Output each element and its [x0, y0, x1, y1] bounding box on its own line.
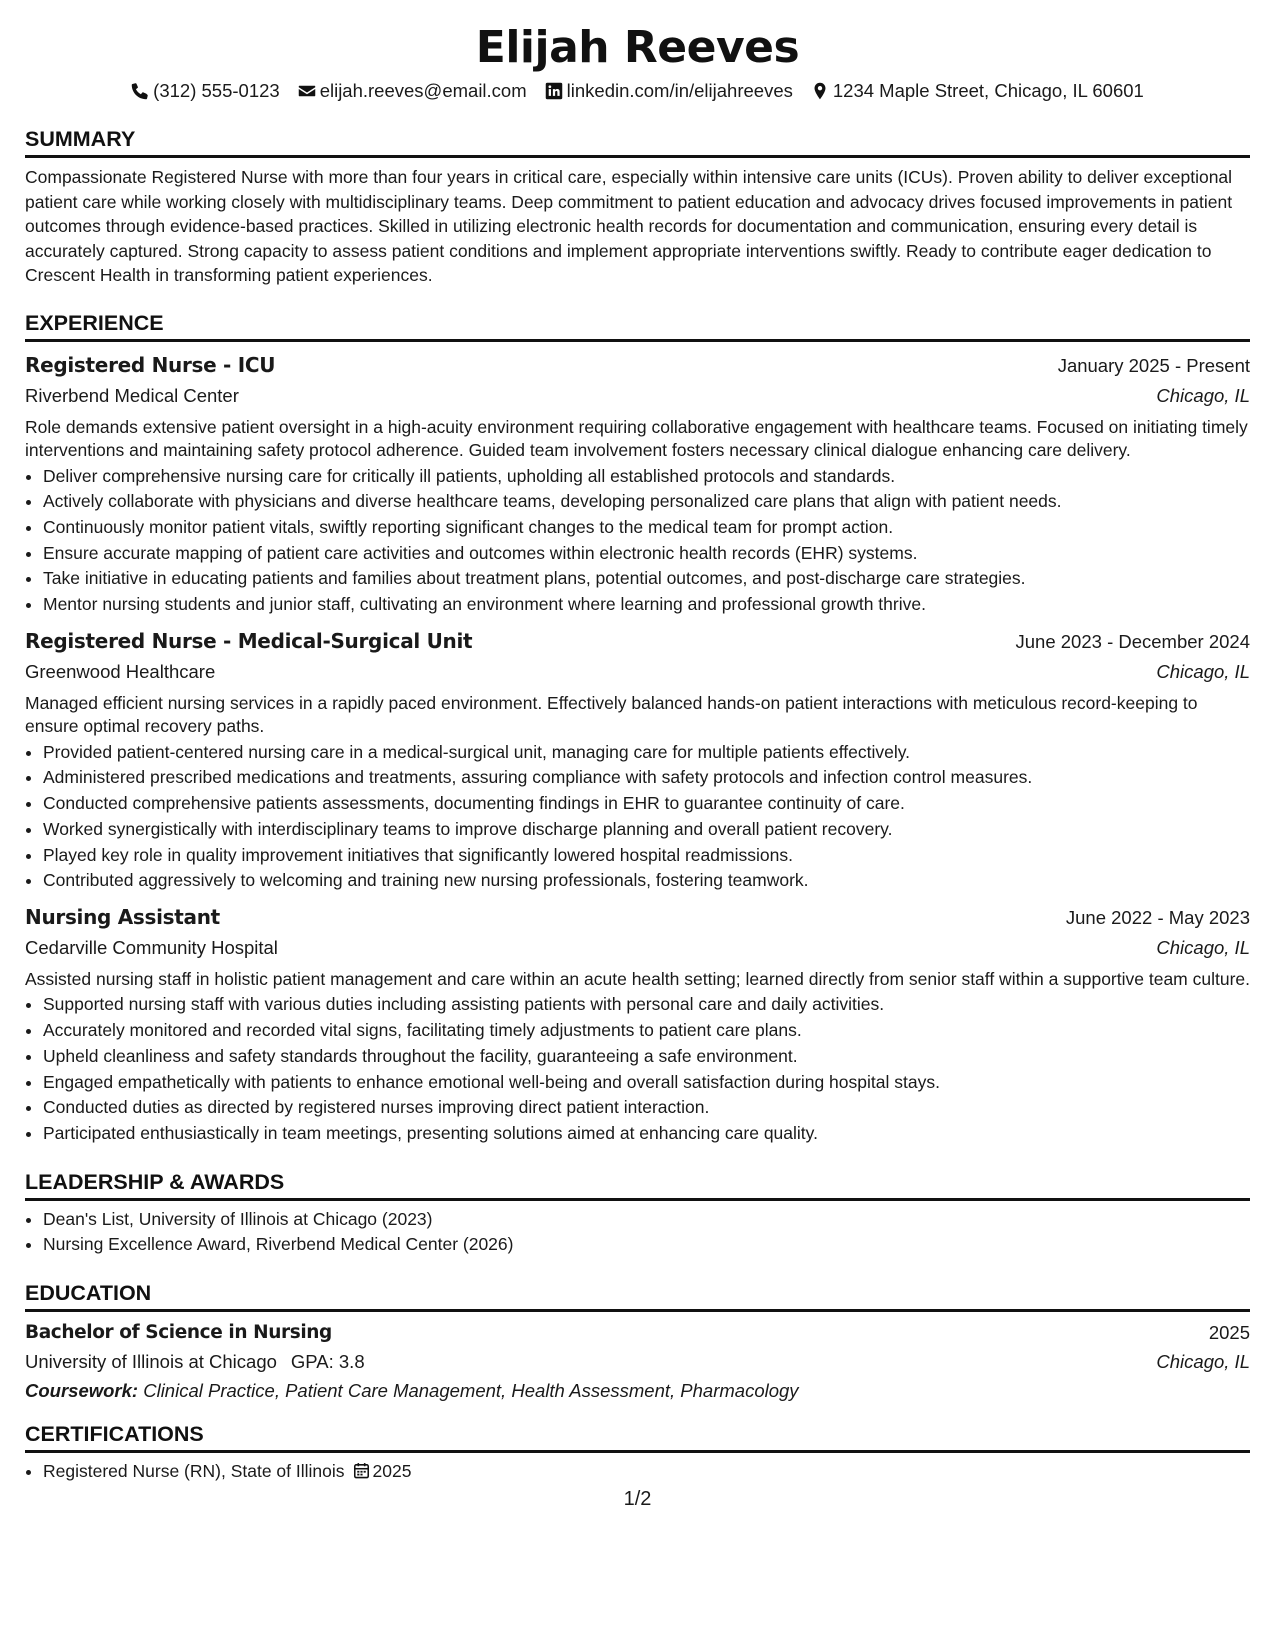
contact-linkedin[interactable] [545, 78, 793, 104]
list-item: • Take initiative in educating patients and families about treatment plans, potential outcomes, and post-discharge care strategies. [43, 566, 1250, 592]
certification-name: Registered Nurse (RN), State of Illinois [43, 1461, 345, 1482]
job-description: Managed efficient nursing services in a rapidly paced environment. Effectively balanced hands-on patient interactions with meticulous record-keeping to ensure optimal recovery paths. [25, 692, 1198, 737]
coursework-list: Clinical Practice, Patient Care Management, Health Assessment, Pharmacology [143, 1380, 799, 1402]
experience-heading: EXPERIENCE [25, 310, 1250, 342]
list-item [43, 1459, 1250, 1487]
email-link[interactable]: elijah.reeves@email.com [319, 80, 527, 101]
summary-text: Compassionate Registered Nurse with more than four years in critical care, especially within intensive care units (ICUs). Proven ability to deliver exceptional patient care while working closely with multidisciplinary teams. Deep commitment to patient education and advocacy drives focused improvements in patient outcomes through evidence-based practices. Skilled in utilizing electronic health records for documentation and communication, ensuring every detail is accurately captured. Strong capacity to assess patient conditions and implement appropriate interventions swiftly. Ready to contribute eager dedication to Crescent Health in transforming patient experiences. [25, 167, 1233, 285]
graduation-year: 2025 [1208, 1322, 1250, 1344]
job-description: Role demands extensive patient oversight in a high-acuity environment requiring collaborative engagement with healthcare teams. Focused on initiating timely interventions and maintaining safety protocol adherence. Guided team involvement fosters necessary clinical dialogue enhancing care delivery. [25, 416, 1248, 460]
contact-bar [25, 78, 1250, 104]
job-location: Chicago, IL [1156, 384, 1250, 406]
gpa: GPA: 3.8 [290, 1351, 365, 1373]
job-dates: June 2023 - December 2024 [1015, 630, 1250, 652]
list-item: • Played key role in quality improvement initiatives that significantly lowered hospital readmissions. [43, 843, 1250, 869]
list-item: • Engaged empathetically with patients to enhance emotional well-being and overall satisfaction during hospital stays. [43, 1070, 1250, 1096]
map-pin-icon [811, 82, 829, 100]
job-title: Registered Nurse - Medical-Surgical Unit [25, 628, 473, 653]
list-item: • Supported nursing staff with various duties including assisting patients with personal care and daily activities. [43, 992, 1250, 1018]
linkedin-link[interactable]: linkedin.com/in/elijahreeves [566, 80, 793, 101]
education-entry [25, 1318, 1250, 1405]
job-bullets [25, 464, 1250, 618]
certifications-list [25, 1459, 1250, 1487]
envelope-icon [298, 82, 316, 100]
list-item: • Accurately monitored and recorded vital signs, facilitating timely adjustments to patient care plans. [43, 1018, 1250, 1044]
linkedin-icon [545, 82, 563, 100]
job-dates: June 2022 - May 2023 [1065, 906, 1250, 928]
list-item: • Participated enthusiastically in team meetings, presenting solutions aimed at enhancing care quality. [43, 1121, 1250, 1147]
phone-icon [131, 82, 149, 100]
school-location: Chicago, IL [1156, 1351, 1250, 1373]
list-item: • Dean's List, University of Illinois at Chicago (2023) [43, 1207, 1250, 1233]
job-dates: January 2025 - Present [1057, 354, 1250, 376]
degree-title: Bachelor of Science in Nursing [25, 1322, 332, 1344]
list-item: • Deliver comprehensive nursing care for critically ill patients, upholding all established protocols and standards. [43, 464, 1250, 490]
list-item: • Administered prescribed medications and treatments, assuring compliance with safety protocols and infection control measures. [43, 765, 1250, 791]
list-item: • Upheld cleanliness and safety standards throughout the facility, guaranteeing a safe environment. [43, 1044, 1250, 1070]
certifications-heading: CERTIFICATIONS [25, 1421, 1250, 1453]
list-item: • Nursing Excellence Award, Riverbend Medical Center (2026) [43, 1232, 1250, 1258]
summary-heading: SUMMARY [25, 126, 1250, 158]
job-company: Riverbend Medical Center [25, 384, 239, 406]
job-description: Assisted nursing staff in holistic patient management and care within an acute health setting; learned directly from senior staff within a supportive team culture. [25, 968, 1251, 989]
coursework [25, 1376, 1250, 1405]
job-company: Greenwood Healthcare [25, 660, 216, 682]
contact-phone [131, 78, 280, 104]
job-entry [25, 350, 1250, 618]
job-bullets [25, 992, 1250, 1146]
list-item: • Conducted duties as directed by registered nurses improving direct patient interaction. [43, 1095, 1250, 1121]
contact-email[interactable] [298, 78, 527, 104]
list-item: • Provided patient-centered nursing care in a medical-surgical unit, managing care for multiple patients effectively. [43, 740, 1250, 766]
address-text: 1234 Maple Street, Chicago, IL 60601 [832, 80, 1144, 101]
list-item: • Actively collaborate with physicians and diverse healthcare teams, developing personalized care plans that align with patient needs. [43, 489, 1250, 515]
certification-year: 2025 [372, 1461, 412, 1482]
awards-list [25, 1207, 1250, 1258]
list-item: • Contributed aggressively to welcoming and training new nursing professionals, fostering teamwork. [43, 868, 1250, 894]
school-name: University of Illinois at Chicago [25, 1351, 277, 1373]
job-location: Chicago, IL [1156, 660, 1250, 682]
list-item: • Worked synergistically with interdisciplinary teams to improve discharge planning and overall patient recovery. [43, 817, 1250, 843]
candidate-name: Elijah Reeves [475, 22, 800, 73]
coursework-label: Coursework: [25, 1380, 139, 1402]
job-entry [25, 626, 1250, 894]
list-item: • Ensure accurate mapping of patient care activities and outcomes within electronic health records (EHR) systems. [43, 541, 1250, 567]
job-bullets [25, 740, 1250, 894]
list-item: • Continuously monitor patient vitals, swiftly reporting significant changes to the medical team for prompt action. [43, 515, 1250, 541]
calendar-icon [353, 1461, 370, 1487]
job-company: Cedarville Community Hospital [25, 936, 278, 958]
job-entry [25, 902, 1250, 1147]
job-location: Chicago, IL [1156, 936, 1250, 958]
phone-text: (312) 555-0123 [153, 80, 280, 101]
awards-heading: LEADERSHIP & AWARDS [25, 1169, 1250, 1201]
job-title: Registered Nurse - ICU [25, 352, 276, 377]
list-item: • Mentor nursing students and junior staff, cultivating an environment where learning and professional growth thrive. [43, 592, 1250, 618]
page-number: 1/2 [623, 1488, 652, 1510]
contact-address [811, 78, 1144, 104]
education-heading: EDUCATION [25, 1280, 1250, 1312]
list-item: • Conducted comprehensive patients assessments, documenting findings in EHR to guarantee continuity of care. [43, 791, 1250, 817]
job-title: Nursing Assistant [25, 904, 220, 929]
